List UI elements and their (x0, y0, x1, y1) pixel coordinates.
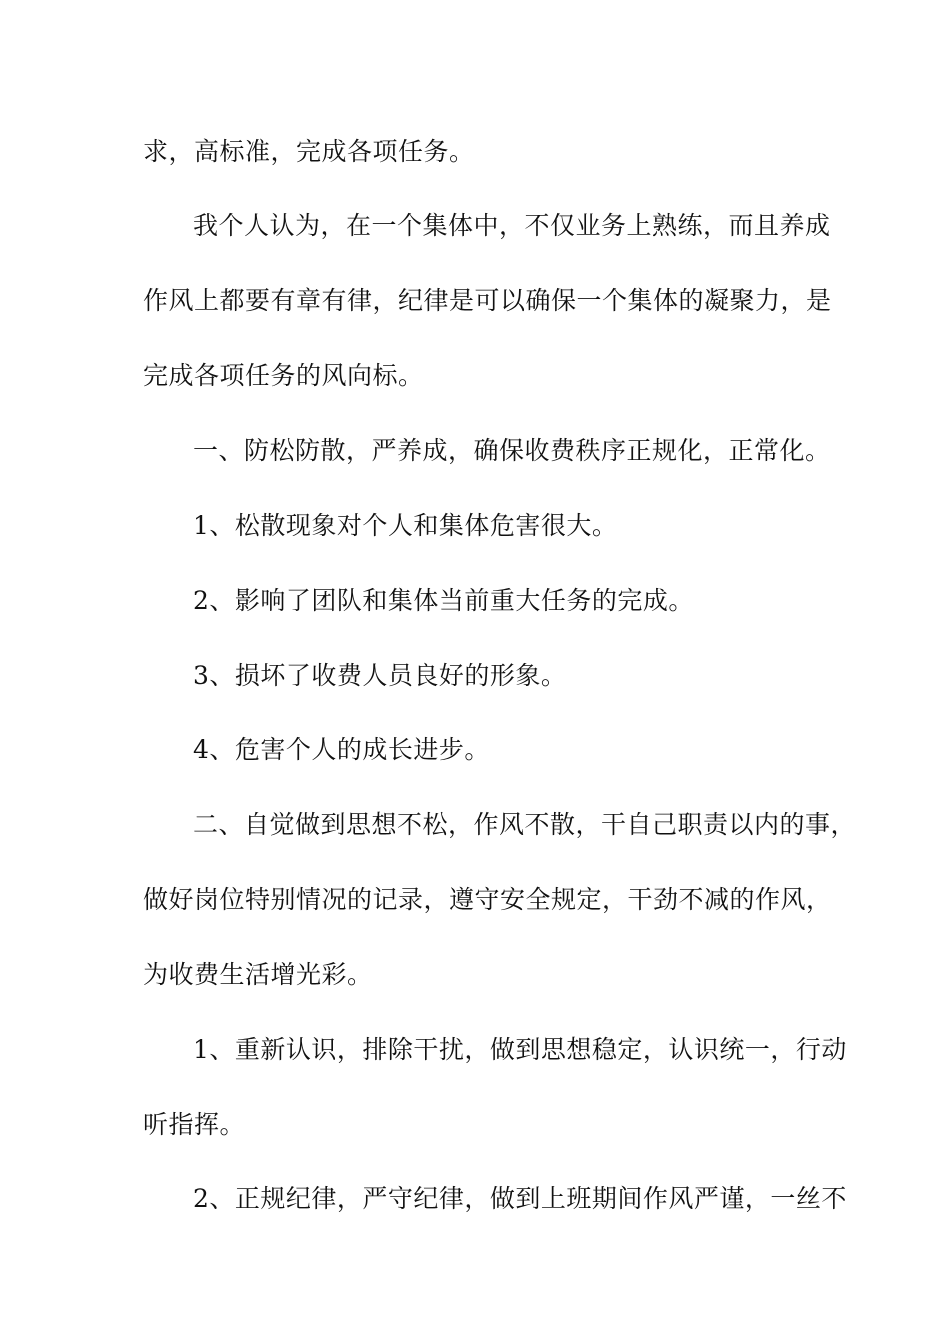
text-line: 听指挥。 (143, 1110, 246, 1139)
list-item: 1、重新认识，排除干扰，做到思想稳定，认识统一，行动 (193, 1035, 847, 1064)
list-item: 1、松散现象对个人和集体危害很大。 (193, 511, 618, 540)
list-item: 2、正规纪律，严守纪律，做到上班期间作风严谨，一丝不 (193, 1184, 847, 1213)
list-item: 3、损坏了收费人员良好的形象。 (193, 661, 567, 690)
text-line: 为收费生活增光彩。 (143, 960, 373, 989)
list-item: 4、危害个人的成长进步。 (193, 735, 490, 764)
text-line: 求，高标准，完成各项任务。 (143, 137, 475, 166)
text-line: 做好岗位特别情况的记录，遵守安全规定，干劲不减的作风， (143, 885, 832, 914)
text-line: 作风上都要有章有律，纪律是可以确保一个集体的凝聚力，是 (143, 286, 832, 315)
list-item: 2、影响了团队和集体当前重大任务的完成。 (193, 586, 694, 615)
text-line: 完成各项任务的风向标。 (143, 361, 424, 390)
paragraph-first-line: 我个人认为，在一个集体中，不仅业务上熟练，而且养成 (193, 211, 831, 240)
section-heading: 一、防松防散，严养成，确保收费秩序正规化，正常化。 (193, 436, 831, 465)
section-heading: 二、自觉做到思想不松，作风不散，干自己职责以内的事， (193, 810, 857, 839)
